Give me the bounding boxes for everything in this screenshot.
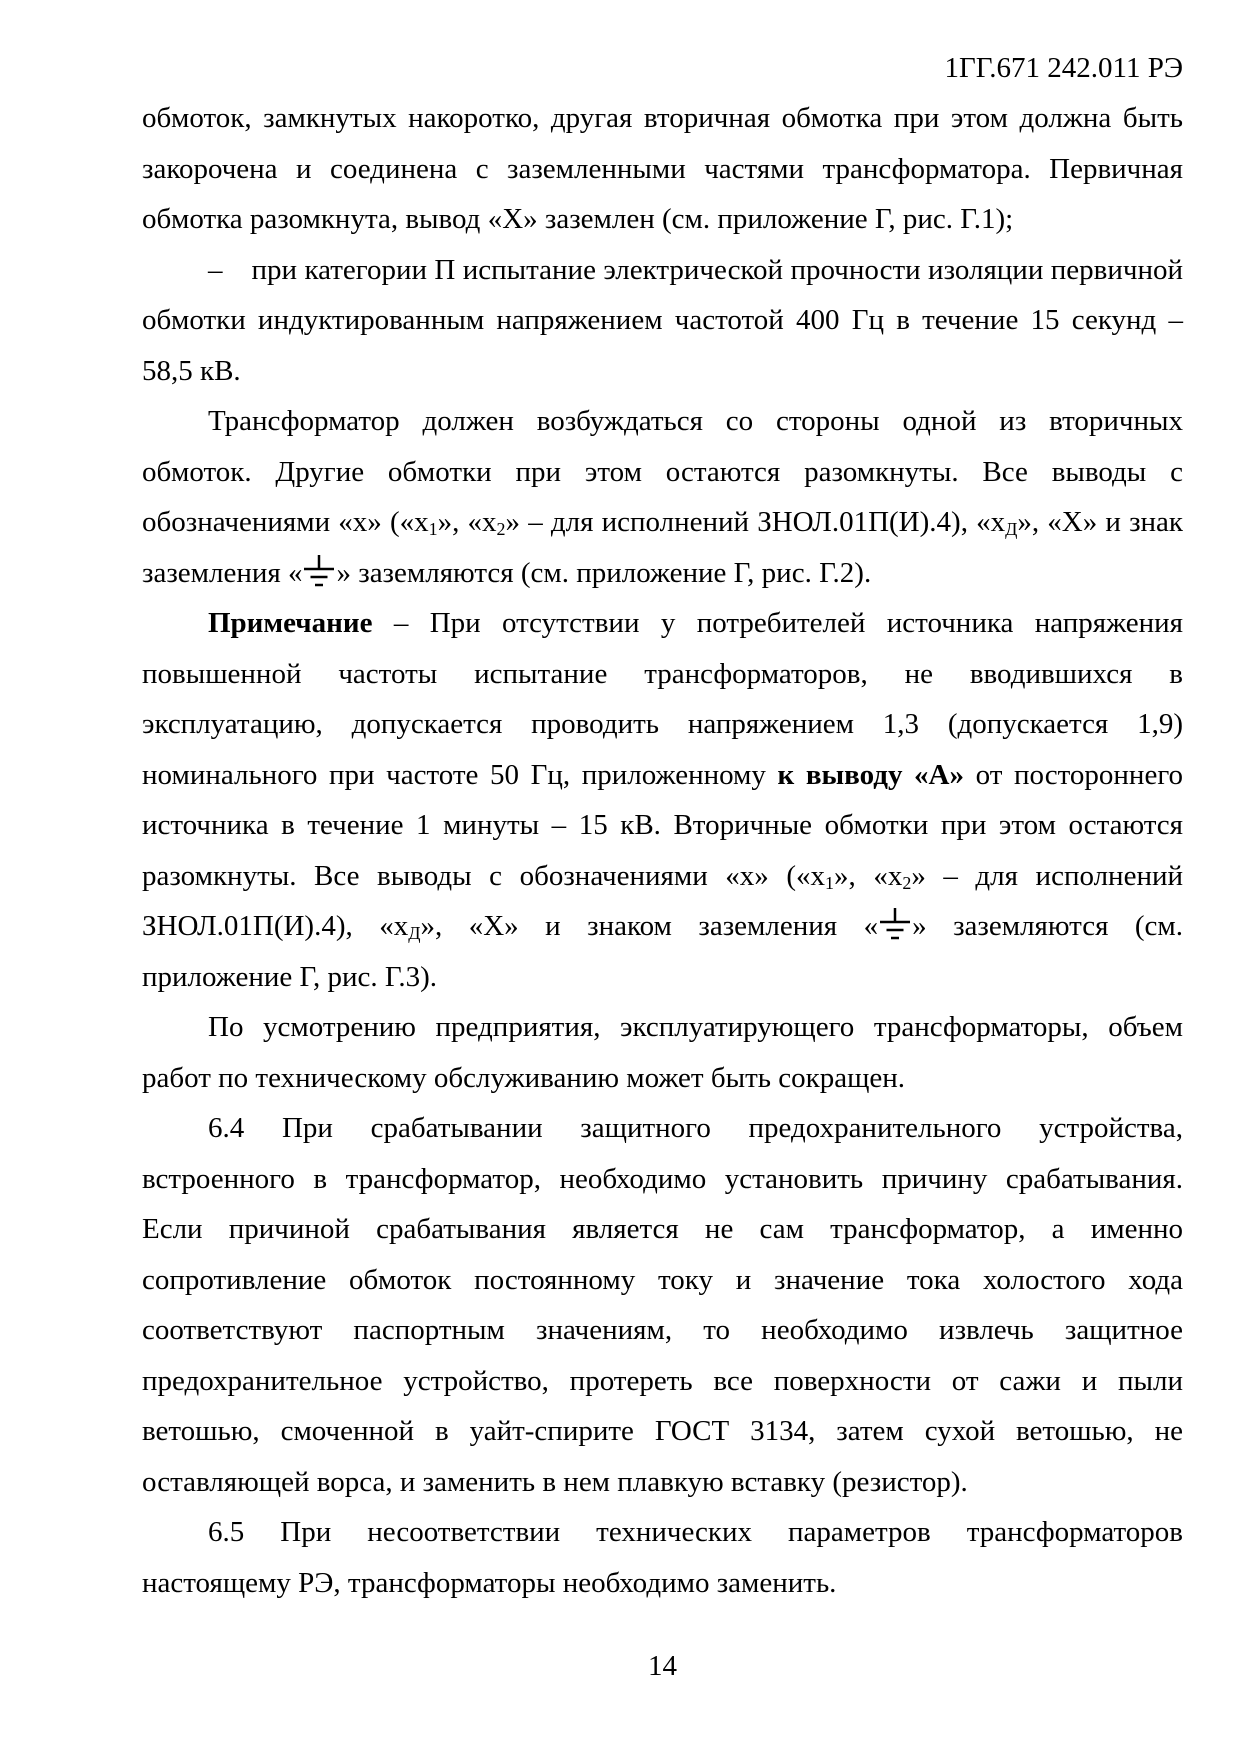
document-body — [142, 93, 1183, 1608]
text-run: » заземляются (см. приложение Г, рис. Г.3). — [142, 910, 1184, 993]
text-run: », «х — [834, 859, 903, 892]
text-run: – при категории П испытание электрической прочности изоляции первичной обмотки индуктированным напряжением частотой 400 Гц в течение 15 секунд – 58,5 кВ. — [142, 253, 1183, 387]
paragraph — [142, 245, 1183, 397]
paragraph — [142, 598, 1183, 1002]
subscript-text: Д — [1005, 518, 1018, 539]
text-run: – При отсутствии у потребителей источника напряжения повышенной частоты испытание трансформаторов, не вводившихся в эксплуатацию, допускается проводить напряжением 1,3 (допускается 1,9) номинального при частоте 50 Гц, приложенному — [142, 607, 1183, 791]
text-run: », «Х» и знаком заземления « — [420, 910, 879, 942]
earth-ground-icon — [302, 553, 336, 589]
paragraph — [142, 93, 1183, 245]
text-run: » – для исполнений ЗНОЛ.01П(И).4), «х — [505, 506, 1006, 538]
text-run: 6.5 При несоответствии технических параметров трансформаторов настоящему РЭ, трансформаторы необходимо заменить. — [142, 1516, 1183, 1599]
subscript-text: 1 — [825, 872, 835, 893]
text-run: Трансформатор должен возбуждаться со стороны одной из вторичных обмоток. Другие обмотки при этом остаются разомкнуты. Все выводы с обозначениями «х» («х — [142, 405, 1183, 538]
bold-text: Примечание — [208, 607, 373, 639]
text-run: » – для исполнений ЗНОЛ.01П(И).4), «х — [142, 859, 1184, 942]
text-run: » заземляются (см. приложение Г, рис. Г.2). — [336, 556, 872, 589]
bold-text: к выводу «А» — [777, 758, 964, 791]
subscript-text: Д — [408, 922, 421, 943]
text-run: обмоток, замкнутых накоротко, другая вторичная обмотка при этом должна быть закорочена и соединена с заземленными частями трансформатора. Первичная обмотка разомкнута, вывод «Х» заземлен (см. приложение Г, рис. Г.1); — [142, 102, 1183, 235]
text-run: от постороннего источника в течение 1 минуты – 15 кВ. Вторичные обмотки при этом остаются разомкнуты. Все выводы с обозначениями «х» («х — [142, 758, 1183, 892]
text-run: 6.4 При срабатывании защитного предохранительного устройства, встроенного в трансформатор, необходимо установить причину срабатывания. Если причиной срабатывания является не сам трансформатор, а именно сопротивление обмоток постоянному току и значение тока холостого хода соответствуют паспортным значениям, то необходимо извлечь защитное предохранительное устройство, протереть все поверхности от сажи и пыли ветошью, смоченной в уайт-спирите ГОСТ 3134, затем сухой ветошью, не оставляющей ворса, и заменить в нем плавкую вставку (резистор). — [142, 1112, 1183, 1498]
page-number: 14 — [648, 1650, 677, 1682]
paragraph — [142, 1507, 1183, 1608]
subscript-text: 1 — [428, 518, 438, 539]
paragraph — [142, 396, 1183, 598]
text-run: По усмотрению предприятия, эксплуатирующего трансформаторы, объем работ по техническому обслуживанию может быть сокращен. — [142, 1011, 1183, 1094]
text-run: », «Х» и знак заземления « — [142, 506, 1184, 589]
text-run: », «х — [437, 506, 497, 538]
paragraph — [142, 1002, 1183, 1103]
subscript-text: 2 — [902, 872, 912, 893]
paragraph — [142, 1103, 1183, 1507]
earth-ground-icon — [878, 906, 912, 942]
document-code: 1ГГ.671 242.011 РЭ — [944, 52, 1183, 84]
subscript-text: 2 — [496, 518, 506, 539]
